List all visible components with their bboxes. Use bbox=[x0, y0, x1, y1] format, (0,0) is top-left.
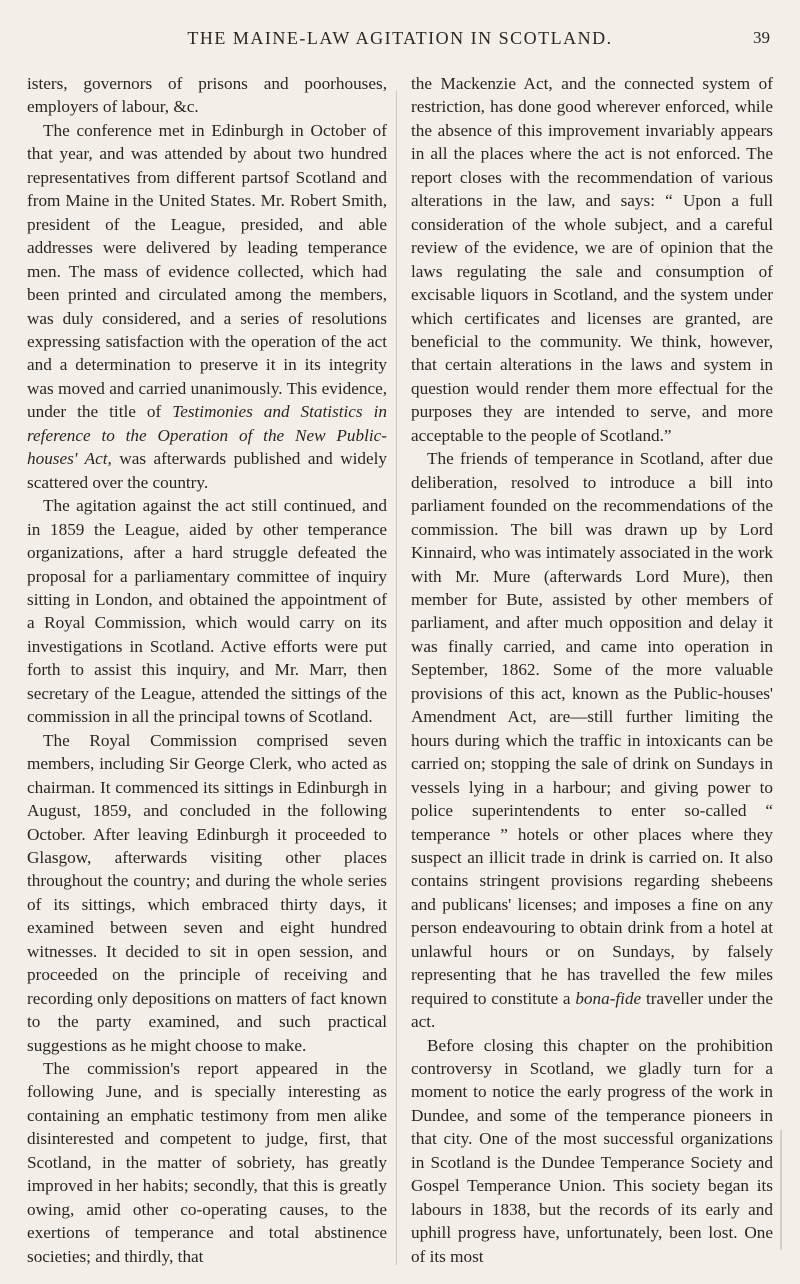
right-column bbox=[411, 72, 773, 1268]
column-divider bbox=[396, 90, 397, 1265]
running-title: THE MAINE-LAW AGITATION IN SCOTLAND. bbox=[187, 28, 613, 48]
page-edge-mark bbox=[780, 1130, 788, 1250]
paragraph: The friends of temperance in Scotland, after due deliberation, resolved to introduce a bill into parliament founded on the recommendations of the commission. The bill was drawn up by Lord Kinnaird, who was intimately associated in the work with Mr. Mure (afterwards Lord Mure), then member for Bute, assisted by other members of parliament, and after much opposition and delay it was finally carried, and came into operation in September, 1862. Some of the more valuable provisions of this act, known as the Public-houses' Amendment Act, are—still further limiting the hours during which the traffic in intoxicants can be carried on; stopping the sale of drink on Sundays in vessels lying in a harbour; and giving power to police superintendents to enter so-called “ temperance ” hotels or other places where they suspect an illicit trade in drink is carried on. It also contains stringent provisions regarding shebeens and publicans' licenses; and imposes a fine on any person endeavouring to obtain drink from a hotel at unlawful hours or on Sundays, by falsely representing that he has travelled the few miles required to constitute a bona-fide traveller under the act. bbox=[411, 449, 773, 1032]
paragraph: The Royal Commission comprised seven members, including Sir George Clerk, who acted as chairman. It commenced its sittings in Edinburgh in August, 1859, and concluded in the following October. After leaving Edinburgh it proceeded to Glasgow, afterwards visiting other places throughout the country; and during the whole series of its sittings, which embraced thirty days, it examined between seven and eight hundred witnesses. It decided to sit in open session, and proceeded on the principle of receiving and recording only depositions on matters of fact known to the party examined, and such practical suggestions as he might choose to make. bbox=[27, 730, 387, 1055]
paragraph: The agitation against the act still continued, and in 1859 the League, aided by other temperance organizations, after a hard struggle defeated the proposal for a parliamentary committee of inquiry sitting in London, and obtained the appointment of a Royal Commission, which would carry on its investigations in Scotland. Active efforts were put forth to assist this inquiry, and Mr. Marr, then secretary of the League, attended the sittings of the commission in all the principal towns of Scotland. bbox=[27, 496, 387, 727]
paragraph: Before closing this chapter on the prohibition controversy in Scotland, we gladly turn for a moment to notice the early progress of the work in Dundee, and some of the temperance pioneers in that city. One of the most successful organizations in Scotland is the Dundee Temperance Society and Gospel Temperance Union. This society began its labours in 1838, but the records of its early and uphill progress have, unfortunately, been lost. One of its most bbox=[411, 1035, 773, 1266]
paragraph: The conference met in Edinburgh in October of that year, and was attended by about two hundred representatives from different partsof Scotland and from Maine in the United States. Mr. Robert Smith, president of the League, presided, and able addresses were delivered by leading temperance men. The mass of evidence collected, which had been printed and circulated among the members, was duly considered, and a series of resolutions expressing satisfaction with the operation of the act and a determination to preserve it in its integrity was moved and carried unanimously. This evidence, under the title of Testimonies and Statistics in reference to the Operation of the New Public-houses' Act, was afterwards published and widely scattered over the country. bbox=[27, 120, 387, 492]
paragraph: the Mackenzie Act, and the connected system of restriction, has done good wherever enforced, while the absence of this improvement invariably appears in all the places where the act is not enforced. The report closes with the recommendation of various alterations in the law, and says: “ Upon a full consideration of the whole subject, and a careful review of the evidence, we are of opinion that the laws regulating the sale and consumption of excisable liquors in Scotland, and the system under which certificates and licenses are granted, are beneficial to the community. We think, however, that certain alterations in the laws and system in question would render them more effectual for the purposes they are intended to serve, and more acceptable to the people of Scotland.” bbox=[411, 74, 773, 445]
italic-term: bona-fide bbox=[575, 988, 642, 1008]
page-number: 39 bbox=[753, 28, 770, 47]
left-column bbox=[27, 72, 387, 1268]
running-head bbox=[30, 28, 770, 54]
paragraph: isters, governors of prisons and poorhouses, employers of labour, &c. bbox=[27, 74, 387, 117]
paragraph: The commission's report appeared in the following June, and is specially interesting as containing an emphatic testimony from men alike disinterested and competent to judge, first, that Scotland, in the matter of sobriety, has greatly improved in her habits; secondly, that this is greatly owing, amid other co-operating causes, to the exertions of temperance and total abstinence societies; and thirdly, that bbox=[27, 1059, 387, 1266]
book-title-italic: Testimonies and Statistics in reference to the Operation of the New Public-houses' Act, bbox=[27, 402, 387, 469]
